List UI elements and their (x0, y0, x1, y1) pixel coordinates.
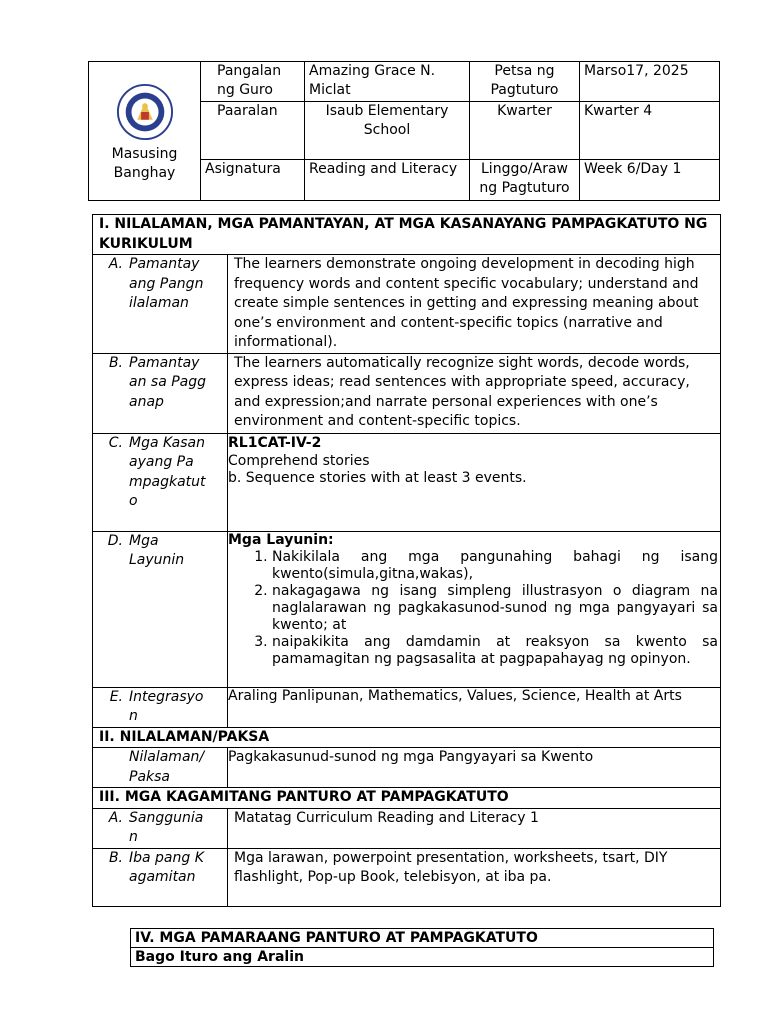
section-3-title: III. MGA KAGAMITANG PANTURO AT PAMPAGKATUTO (93, 788, 721, 809)
item-name: Iba pang Kagamitan (129, 849, 204, 885)
item-name: Integrasyon (129, 688, 204, 724)
competency-code: RL1CAT-IV-2 (228, 434, 322, 451)
list-item: 1. Nakikilala ang mga pangunahing bahagi ng isang kwento(simula,gitna,wakas), (272, 549, 718, 583)
layunin-content (228, 531, 721, 687)
week-value: Week 6/Day 1 (580, 160, 720, 201)
sanggunian-text: Matatag Curriculum Reading and Literacy 1 (228, 808, 721, 848)
item-letter: B. (108, 354, 123, 371)
date-label: Petsa ng Pagtuturo (470, 62, 580, 102)
item-letter: E. (109, 688, 123, 705)
nilalaman-text: Pagkakasunud-sunod ng mga Pangyayari sa Kwento (228, 748, 721, 788)
item-name: Sanggunian (129, 809, 204, 845)
item-letter: C. (108, 434, 123, 451)
layunin-heading: Mga Layunin: (228, 531, 334, 548)
pamantayang-pangnilalaman-label (93, 255, 228, 354)
week-label: Linggo/Araw ng Pagtuturo (470, 160, 580, 201)
iba-pang-kagamitan-text: Mga larawan, powerpoint presentation, worksheets, tsart, DIY flashlight, Pop-up Book, telebisyon, at iba pa. (228, 848, 721, 906)
subject-label: Asignatura (201, 160, 305, 201)
item-name: Pamantayan sa Pagganap (129, 354, 207, 410)
subject-value: Reading and Literacy (305, 160, 470, 201)
teacher-value: Amazing Grace N. Miclat (305, 62, 470, 102)
item-letter: B. (108, 849, 123, 866)
integrasyon-label (93, 687, 228, 727)
lesson-plan-table (92, 214, 721, 907)
list-item: 3. naipakikita ang damdamin at reaksyon sa kwento sa pamamagitan ng pagsasalita at pagpapahayag ng opinyon. (272, 634, 718, 668)
sanggunian-label (93, 808, 228, 848)
deped-seal-logo (116, 83, 174, 141)
pamantayan-sa-pagganap-text: The learners automatically recognize sight words, decode words, express ideas; read sentences with appropriate speed, accuracy, and expression;and narrate personal experiences with one’s environment and content-specific topics. (228, 353, 721, 433)
item-letter: A. (108, 256, 123, 272)
quarter-value: Kwarter 4 (580, 102, 720, 160)
header-table (88, 61, 720, 201)
competency-line: b. Sequence stories with at least 3 events. (228, 470, 527, 486)
competency-line: Comprehend stories (228, 453, 370, 469)
section-4-title: IV. MGA PAMARAANG PANTURO AT PAMPAGKATUTO (131, 929, 714, 948)
item-name: Mga Kasanayang Pampagkatuto (129, 434, 206, 509)
item-letter: A. (108, 809, 123, 826)
logo-cell (89, 62, 201, 201)
list-item: 2. nakagagawa ng isang simpleng illustrasyon o diagram na naglalarawan ng pagkakasunod-sunod ng mga pangyayari sa kwento; at (272, 583, 718, 634)
plan-title: Masusing Banghay (111, 146, 178, 181)
teacher-label: Pangalan ng Guro (201, 62, 305, 102)
date-value: Marso17, 2025 (580, 62, 720, 102)
section-4-table (130, 928, 714, 967)
layunin-label (93, 531, 228, 687)
quarter-label: Kwarter (470, 102, 580, 160)
school-value: Isaub Elementary School (305, 102, 470, 160)
section-1-title: I. NILALAMAN, MGA PAMANTAYAN, AT MGA KASANAYANG PAMPAGKATUTO NG KURIKULUM (93, 215, 721, 255)
item-name: Mga Layunin (129, 532, 185, 568)
pamantayan-sa-pagganap-label (93, 353, 228, 433)
section-4-subheading: Bago Ituro ang Aralin (131, 948, 714, 967)
item-name: Pamantayang Pangnilalaman (129, 256, 204, 311)
school-label: Paaralan (201, 102, 305, 160)
pamantayang-pangnilalaman-text: The learners demonstrate ongoing development in decoding high frequency words and content specific vocabulary; understand and create simple sentences in getting and expressing meaning about one’s environment and content-specific topics (narrative and informational). (228, 255, 721, 354)
nilalaman-label: Nilalaman/ Paksa (93, 748, 228, 788)
section-2-title: II. NILALAMAN/PAKSA (93, 727, 721, 748)
kasanayang-pampagkatuto-content (228, 433, 721, 531)
item-letter: D. (107, 532, 123, 549)
layunin-list (228, 549, 718, 668)
kasanayang-pampagkatuto-label (93, 433, 228, 531)
iba-pang-kagamitan-label (93, 848, 228, 906)
integrasyon-text: Araling Panlipunan, Mathematics, Values, Science, Health at Arts (228, 687, 721, 727)
